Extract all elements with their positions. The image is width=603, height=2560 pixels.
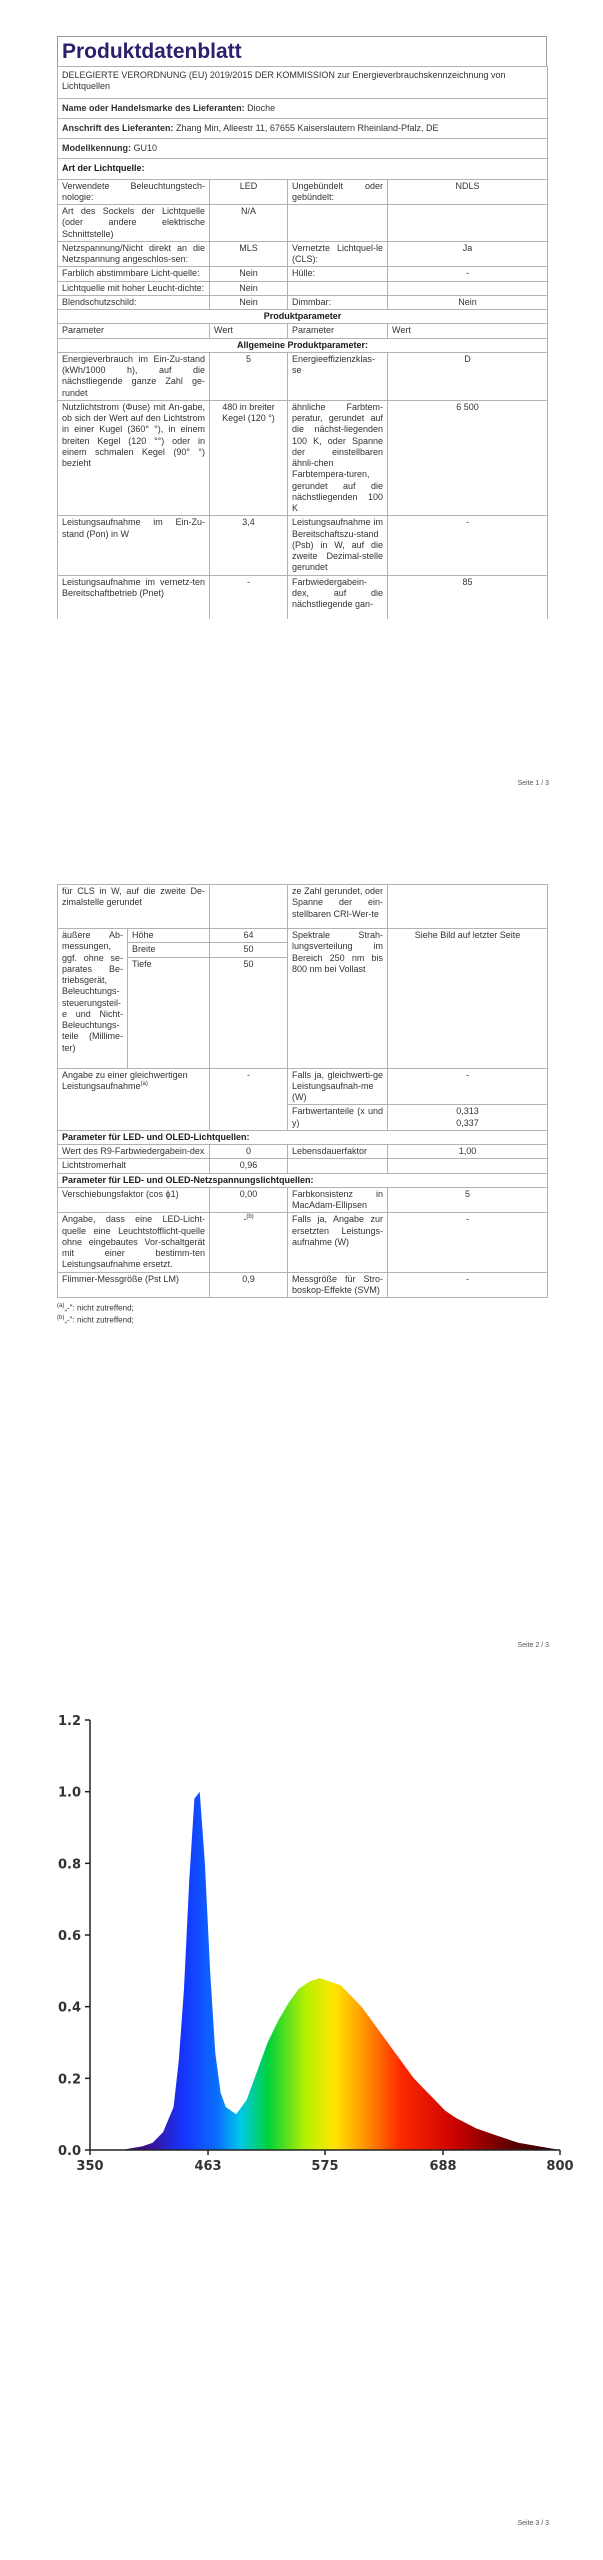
page-number: Seite 1 / 3	[517, 780, 549, 787]
general-param-row	[58, 516, 548, 575]
general-param-label-2: Farbwiedergabein-dex, auf die nächstliegende gan-	[288, 575, 388, 619]
general-param-value-2: -	[388, 516, 548, 575]
y-tick-label: 0.4	[57, 2000, 81, 2016]
spectrum-area	[90, 1792, 560, 2150]
mains-row-3	[58, 1272, 548, 1298]
supplier-name-label: Name oder Handelsmarke des Lieferanten:	[62, 102, 245, 113]
type-param-label: Farblich abstimmbare Licht-quelle:	[58, 267, 210, 281]
param-header-col-4: Wert	[388, 324, 548, 338]
type-row	[58, 281, 548, 295]
general-param-label: Leistungsaufnahme im vernetz-ten Bereitschaftbetrieb (Pnet)	[58, 575, 210, 619]
x-tick-label: 800	[546, 2159, 574, 2174]
continued-right: ze Zahl gerundet, oder Spanne der ein-stellbaren CRI-Wer-te	[288, 885, 388, 929]
mains-heading-row	[58, 1173, 548, 1187]
general-heading: Allgemeine Produktparameter:	[58, 338, 548, 352]
type-param-value: N/A	[210, 205, 288, 242]
r9-label: Wert des R9-Farbwiedergabein-dex	[58, 1145, 210, 1159]
x-tick-label: 463	[194, 2159, 222, 2174]
general-param-value-2: D	[388, 352, 548, 400]
stroboscopic-label: Messgröße für Stro-boskop-Effekte (SVM)	[288, 1272, 388, 1298]
general-param-row	[58, 575, 548, 619]
footnote-b: $^{(b)}$„-": nicht zutreffend;	[57, 1314, 134, 1325]
type-param-label: Art des Sockels der Lichtquelle (oder andere elektrische Schnittstelle)	[58, 205, 210, 242]
parameters-table-continued	[57, 884, 548, 1298]
type-param-label: Netzspannung/Nicht direkt an die Netzspannung angeschlos-sen:	[58, 241, 210, 267]
general-heading-row	[58, 338, 548, 352]
supplier-table	[57, 66, 548, 619]
type-param-value-2: Ja	[388, 241, 548, 267]
spectrum-value: Siehe Bild auf letzter Seite	[388, 929, 548, 1069]
continued-left: für CLS in W, auf die zweite De-zimalstelle gerundet	[58, 885, 210, 929]
param-header-col-2: Wert	[210, 324, 288, 338]
led-row-2	[58, 1159, 548, 1173]
page-1	[0, 0, 603, 820]
flicker-value: 0,9	[210, 1272, 288, 1298]
y-tick-label: 0.2	[57, 2072, 81, 2088]
param-header-row	[58, 324, 548, 338]
type-row	[58, 241, 548, 267]
intro-row	[58, 67, 548, 99]
page-2-body	[57, 884, 547, 1326]
dims-width-value: 50	[210, 943, 288, 957]
replacement-footnote-mark: (b)	[246, 1214, 254, 1221]
supplier-name-value: Dioche	[247, 102, 276, 113]
chromaticity-x: 0,313	[456, 1106, 479, 1117]
type-param-label-2: Vernetzte Lichtquel-le (CLS):	[288, 241, 388, 267]
type-param-label: Verwendete Beleuchtungstech-nologie:	[58, 179, 210, 205]
x-tick-label: 688	[429, 2159, 457, 2174]
param-header-col-1: Parameter	[58, 324, 210, 338]
page-number: Seite 2 / 3	[517, 1642, 549, 1649]
type-param-value: LED	[210, 179, 288, 205]
dims-width-label: Breite	[128, 943, 210, 957]
supplier-address-row	[58, 118, 548, 138]
lumen-maintenance-label: Lichtstromerhalt	[58, 1159, 210, 1173]
type-param-value: MLS	[210, 241, 288, 267]
equiv-value: -	[210, 1068, 288, 1130]
dims-depth-value: 50	[210, 957, 288, 973]
general-param-value-2: 85	[388, 575, 548, 619]
color-consistency-label: Farbkonsistenz in MacAdam-Ellipsen	[288, 1187, 388, 1213]
document-title: Produktdatenblatt	[57, 36, 547, 67]
type-param-value: Nein	[210, 295, 288, 309]
type-param-label-2	[288, 281, 388, 295]
type-row	[58, 267, 548, 281]
dims-depth-label: Tiefe	[128, 957, 210, 973]
type-param-value-2	[388, 205, 548, 242]
flicker-label: Flimmer-Messgröße (Pst LM)	[58, 1272, 210, 1298]
continued-row	[58, 885, 548, 929]
x-tick-label: 575	[311, 2159, 339, 2174]
mains-row-1	[58, 1187, 548, 1213]
type-row	[58, 295, 548, 309]
led-heading-row	[58, 1130, 548, 1144]
general-param-label: Nutzlichtstrom (Φuse) mit An-gabe, ob sich der Wert auf den Lichtstrom in einer Kugel (360° °), in einem breiten Kegel (120 °°) oder in einem schmalen Kegel (90° °) bezieht	[58, 400, 210, 516]
model-label: Modellkennung:	[62, 143, 131, 153]
chromaticity-label: Farbwertanteile (x und y)	[288, 1105, 388, 1131]
power-factor-value: 0,00	[210, 1187, 288, 1213]
lumen-maintenance-value: 0,96	[210, 1159, 288, 1173]
dims-height-label: Höhe	[128, 929, 210, 943]
stroboscopic-value: -	[388, 1272, 548, 1298]
general-param-value: -	[210, 575, 288, 619]
dims-row-1	[58, 929, 548, 943]
equiv-row-1	[58, 1068, 548, 1105]
regulation-intro: DELEGIERTE VERORDNUNG (EU) 2019/2015 DER KOMMISSION zur Energieverbrauchskennzeichnung von Lichtquellen	[58, 67, 548, 99]
spectrum-label: Spektrale Strah-lungsverteilung im Bereich 250 nm bis 800 nm bei Vollast	[288, 929, 388, 1069]
type-row	[58, 205, 548, 242]
supplier-address-label: Anschrift des Lieferanten:	[62, 122, 174, 133]
type-param-label: Lichtquelle mit hoher Leucht-dichte:	[58, 281, 210, 295]
y-tick-label: 1.2	[57, 1714, 81, 1729]
led-heading: Parameter für LED- und OLED-Lichtquellen:	[58, 1130, 548, 1144]
footnote-a: $^{(a)}$„-": nicht zutreffend;	[57, 1303, 134, 1313]
y-tick-label: 0.6	[57, 1929, 81, 1944]
type-param-label-2: Hülle:	[288, 267, 388, 281]
general-param-value: 5	[210, 352, 288, 400]
general-param-label-2: Leistungsaufnahme im Bereitschaftszu-stand (Psb) in W, auf die zweite Dezimal-stelle gerundet	[288, 516, 388, 575]
general-param-row	[58, 400, 548, 516]
product-params-heading-row	[58, 310, 548, 324]
footnotes	[57, 1302, 547, 1326]
lifetime-value: 1,00	[388, 1145, 548, 1159]
param-header-col-3: Parameter	[288, 324, 388, 338]
model-row	[58, 139, 548, 159]
lifetime-label: Lebensdauerfaktor	[288, 1145, 388, 1159]
type-row	[58, 179, 548, 205]
general-param-value-2: 6 500	[388, 400, 548, 516]
type-param-value-2: Nein	[388, 295, 548, 309]
type-param-value: Nein	[210, 267, 288, 281]
product-params-heading: Produktparameter	[58, 310, 548, 324]
chromaticity-y: 0,337	[456, 1117, 479, 1128]
general-param-value: 3,4	[210, 516, 288, 575]
type-heading: Art der Lichtquelle:	[58, 159, 548, 179]
replacement-label: Angabe, dass eine LED-Licht-quelle eine Leuchtstofflicht-quelle ohne eingebautes Vor-schaltgerät mit einer bestimm-ten Leistungsaufnahme ersetzt.	[58, 1213, 210, 1272]
page-1-body	[57, 66, 547, 619]
type-param-label-2	[288, 205, 388, 242]
general-param-label: Leistungsaufnahme im Ein-Zu-stand (Pon) in W	[58, 516, 210, 575]
page-2	[0, 870, 603, 1670]
type-param-label-2: Ungebündelt oder gebündelt:	[288, 179, 388, 205]
type-param-value: Nein	[210, 281, 288, 295]
general-param-label-2: Energieeffizienzklas-se	[288, 352, 388, 400]
y-tick-label: 1.0	[57, 1785, 81, 1801]
type-heading-row	[58, 159, 548, 179]
page-number: Seite 3 / 3	[517, 2520, 549, 2527]
mains-row-2	[58, 1213, 548, 1272]
general-param-label: Energieverbrauch im Ein-Zu-stand (kWh/1000 h), auf die nächstliegende ganze Zahl ge-rundet	[58, 352, 210, 400]
equiv-power-value: -	[388, 1068, 548, 1105]
r9-value: 0	[210, 1145, 288, 1159]
color-consistency-value: 5	[388, 1187, 548, 1213]
type-param-value-2	[388, 281, 548, 295]
general-param-value: 480 in breiter Kegel (120 °)	[210, 400, 288, 516]
general-param-row	[58, 352, 548, 400]
dims-height-value: 64	[210, 929, 288, 943]
replaced-power-value: -	[388, 1213, 548, 1272]
led-row-1	[58, 1145, 548, 1159]
model-value: GU10	[133, 143, 158, 153]
x-tick-label: 350	[76, 2159, 104, 2174]
replaced-power-label: Falls ja, Angabe zur ersetzten Leistungs-aufnahme (W)	[288, 1213, 388, 1272]
equiv-label: Angabe zu einer gleichwertigen Leistungsaufnahme	[62, 1069, 188, 1091]
y-tick-label: 0.0	[57, 2144, 81, 2159]
replacement-value: -	[243, 1214, 247, 1225]
type-param-label: Blendschutzschild:	[58, 295, 210, 309]
page-3	[0, 1700, 603, 2560]
spectrum-chart	[30, 1700, 590, 2220]
type-param-value-2: -	[388, 267, 548, 281]
y-tick-label: 0.8	[57, 1857, 81, 1873]
dims-label: äußere Ab-messungen, ggf. ohne se-parates Be-triebsgerät, Beleuchtungs-steuerungsteil-e und Nicht-Beleuchtungs-teile (Millime-ter)	[58, 929, 128, 1069]
general-param-label-2: ähnliche Farbtem-peratur, gerundet auf die nächst-liegenden 100 K, oder Spanne der einstellbaren ähnli-chen Farbtempera-turen, gerundet auf die nächstliegenden 100 K	[288, 400, 388, 516]
mains-heading: Parameter für LED- und OLED-Netzspannungslichtquellen:	[58, 1173, 548, 1187]
equiv-power-label: Falls ja, gleichwerti-ge Leistungsaufnah-me (W)	[288, 1068, 388, 1105]
type-param-label-2: Dimmbar:	[288, 295, 388, 309]
type-param-value-2: NDLS	[388, 179, 548, 205]
equiv-footnote-mark: (a)	[140, 1080, 148, 1087]
supplier-address-value: Zhang Min, Alleestr 11, 67655 Kaiserslautern Rheinland-Pfalz, DE	[176, 122, 439, 133]
supplier-name-row	[58, 98, 548, 118]
power-factor-label: Verschiebungsfaktor (cos ϕ1)	[58, 1187, 210, 1213]
